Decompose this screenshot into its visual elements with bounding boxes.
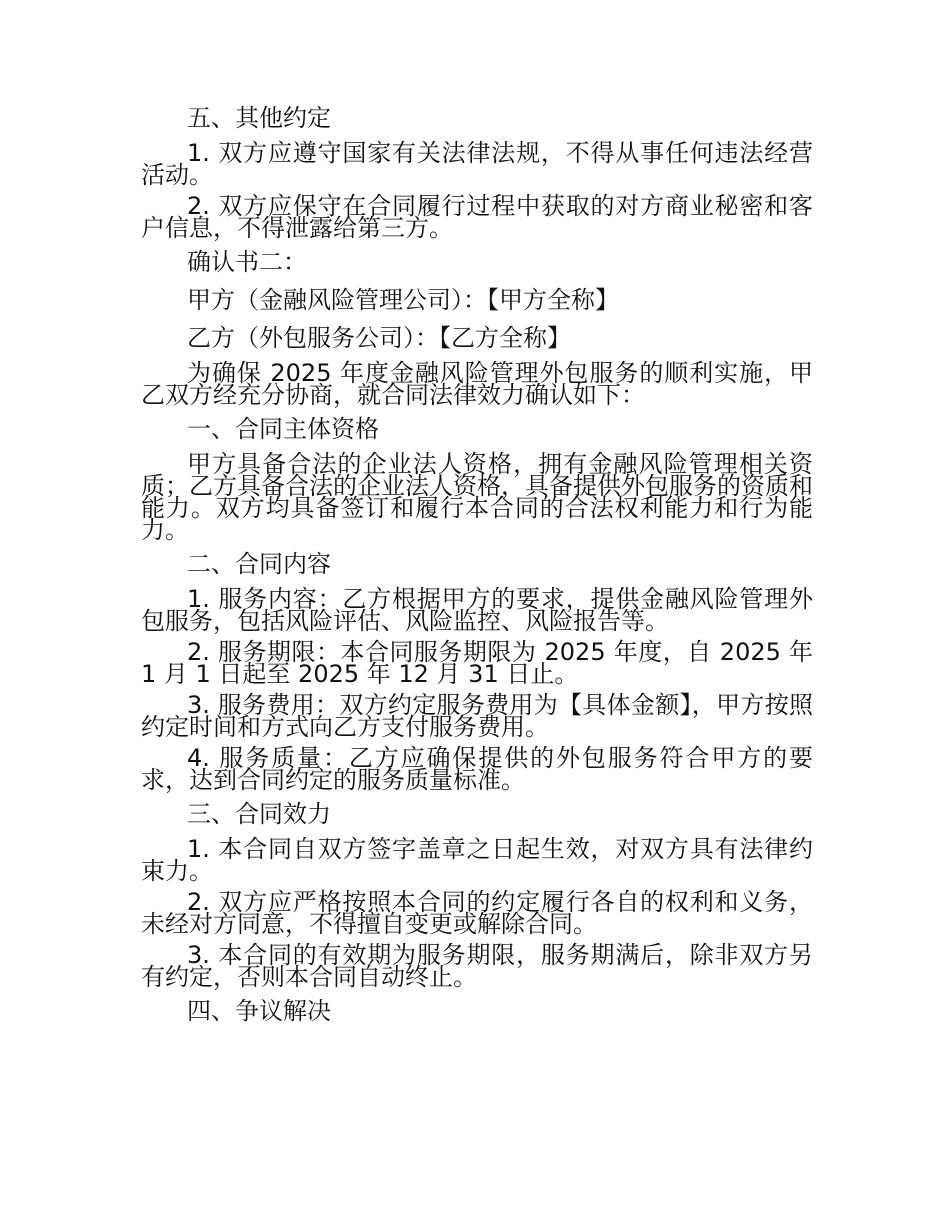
party-b-line: 乙方（外包服务公司）：【乙方全称】 — [187, 324, 571, 352]
paragraph: 1. 本合同自双方签字盖章之日起生效，对双方具有法律约束力。 — [141, 835, 813, 885]
confirmation-title: 确认书二： — [187, 248, 307, 276]
paragraph: 1. 双方应遵守国家有关法律法规，不得从事任何违法经营活动。 — [141, 139, 813, 189]
paragraph: 2. 双方应严格按照本合同的约定履行各自的权利和义务，未经对方同意，不得擅自变更或解除合同。 — [141, 888, 813, 938]
section-heading-dispute-resolution: 四、争议解决 — [187, 997, 331, 1025]
paragraph: 为确保 2025 年度金融风险管理外包服务的顺利实施，甲乙双方经充分协商，就合同法律效力确认如下： — [141, 359, 813, 409]
paragraph: 2. 双方应保守在合同履行过程中获取的对方商业秘密和客户信息，不得泄露给第三方。 — [141, 192, 813, 242]
paragraph: 3. 本合同的有效期为服务期限，服务期满后，除非双方另有约定，否则本合同自动终止。 — [141, 941, 813, 991]
paragraph: 3. 服务费用：双方约定服务费用为【具体金额】，甲方按照约定时间和方式向乙方支付服务费用。 — [141, 691, 813, 741]
paragraph: 甲方具备合法的企业法人资格，拥有金融风险管理相关资质；乙方具备合法的企业法人资格，具备提供外包服务的资质和能力。双方均具备签订和履行本合同的合法权利能力和行为能力。 — [141, 450, 813, 544]
section-heading-qualification: 一、合同主体资格 — [187, 415, 379, 443]
section-heading-contract-effect: 三、合同效力 — [187, 800, 331, 828]
section-heading-contract-content: 二、合同内容 — [187, 550, 331, 578]
paragraph: 4. 服务质量：乙方应确保提供的外包服务符合甲方的要求，达到合同约定的服务质量标准。 — [141, 744, 813, 794]
paragraph: 1. 服务内容：乙方根据甲方的要求，提供金融风险管理外包服务，包括风险评估、风险监控、风险报告等。 — [141, 585, 813, 635]
party-a-line: 甲方（金融风险管理公司）：【甲方全称】 — [187, 286, 619, 314]
paragraph: 2. 服务期限：本合同服务期限为 2025 年度，自 2025 年 1 月 1 日起至 2025 年 12 月 31 日止。 — [141, 638, 813, 688]
document-page — [141, 104, 813, 1035]
section-heading-other-agreements: 五、其他约定 — [187, 104, 331, 132]
